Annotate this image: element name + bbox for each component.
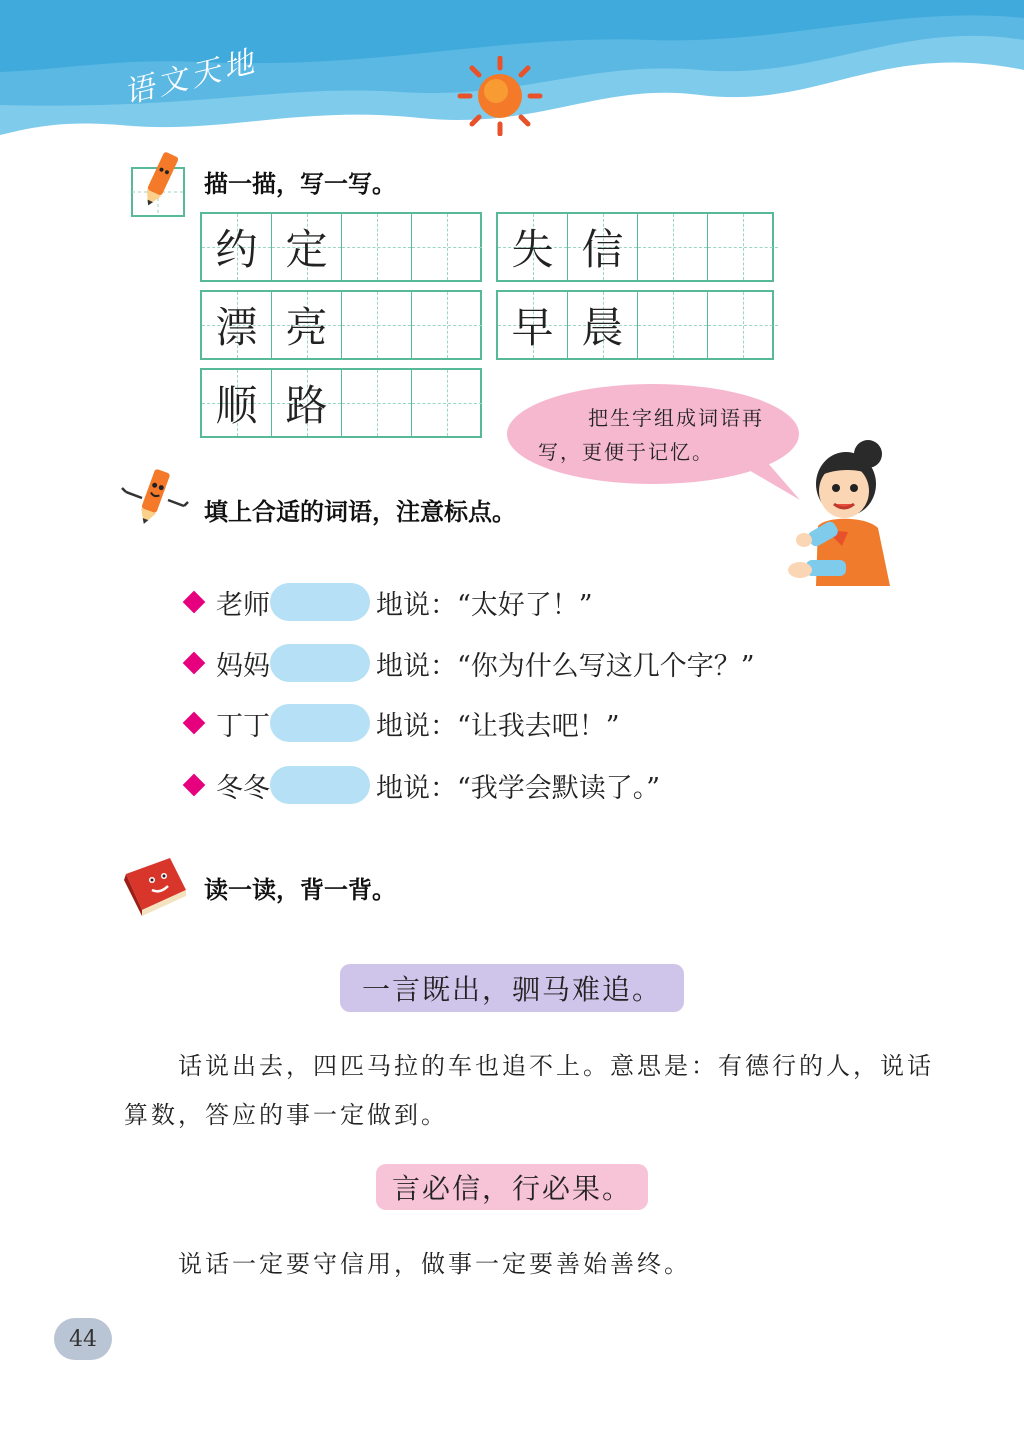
page-number-badge (54, 1318, 112, 1360)
grid-char: 路 (285, 381, 328, 430)
section-title-trace: 描一描，写一写。 (204, 170, 396, 198)
fill-said: 地说： (376, 589, 457, 621)
section-title-fill: 填上合适的词语，注意标点。 (204, 498, 516, 526)
bullet-diamond-icon (183, 591, 206, 614)
page-number: 44 (69, 1326, 97, 1352)
fill-item (186, 643, 755, 683)
book-character-icon (118, 852, 190, 918)
grid-char: 顺 (215, 381, 258, 430)
section-title-read: 读一读，背一背。 (204, 876, 396, 904)
fill-blank[interactable] (270, 644, 370, 682)
grid-char: 亮 (285, 303, 328, 352)
fill-quote: “太好了！” (457, 589, 593, 621)
fill-quote: “你为什么写这几个字？” (457, 650, 755, 682)
grid-char: 早 (511, 303, 554, 352)
fill-item (186, 765, 660, 805)
grid-char: 晨 (581, 303, 624, 352)
sun-icon (455, 56, 545, 136)
fill-said: 地说： (376, 772, 457, 804)
proverb-explanation-cont: 算数，答应的事一定做到。 (124, 1101, 448, 1129)
fill-subject: 老师 (216, 589, 270, 621)
bullet-diamond-icon (183, 712, 206, 735)
char-grid (200, 290, 482, 360)
fill-blank[interactable] (270, 583, 370, 621)
proverb-title: 言必信，行必果。 (376, 1164, 648, 1210)
grid-char: 定 (285, 225, 328, 274)
fill-blank[interactable] (270, 766, 370, 804)
proverb-title: 一言既出，驷马难追。 (340, 964, 684, 1012)
speech-bubble-line1: 把生字组成词语再 (588, 406, 764, 430)
grid-char: 漂 (215, 303, 258, 352)
char-grid (496, 212, 774, 282)
fill-item (186, 582, 593, 622)
fill-subject: 妈妈 (216, 650, 270, 682)
grid-char: 信 (581, 225, 624, 274)
char-grid (200, 212, 482, 282)
girl-character-illustration (786, 436, 898, 588)
pencil-character-icon (120, 466, 190, 532)
bullet-diamond-icon (183, 774, 206, 797)
grid-char: 约 (215, 225, 258, 274)
fill-quote: “我学会默读了。” (457, 772, 661, 804)
speech-bubble-line2: 写，更便于记忆。 (538, 440, 714, 464)
fill-blank[interactable] (270, 704, 370, 742)
fill-item (186, 703, 620, 743)
page-header-title: 语文天地 (120, 43, 262, 111)
fill-subject: 冬冬 (216, 772, 270, 804)
grid-char: 失 (511, 225, 554, 274)
fill-said: 地说： (376, 650, 457, 682)
pencil-writing-icon (128, 150, 190, 220)
proverb-explanation: 说话一定要守信用，做事一定要善始善终。 (178, 1250, 691, 1278)
fill-subject: 丁丁 (216, 710, 270, 742)
char-grid (496, 290, 774, 360)
fill-quote: “让我去吧！” (457, 710, 620, 742)
fill-said: 地说： (376, 710, 457, 742)
char-grid (200, 368, 482, 438)
bullet-diamond-icon (183, 652, 206, 675)
proverb-explanation: 话说出去，四匹马拉的车也追不上。意思是：有德行的人，说话 (178, 1052, 934, 1080)
